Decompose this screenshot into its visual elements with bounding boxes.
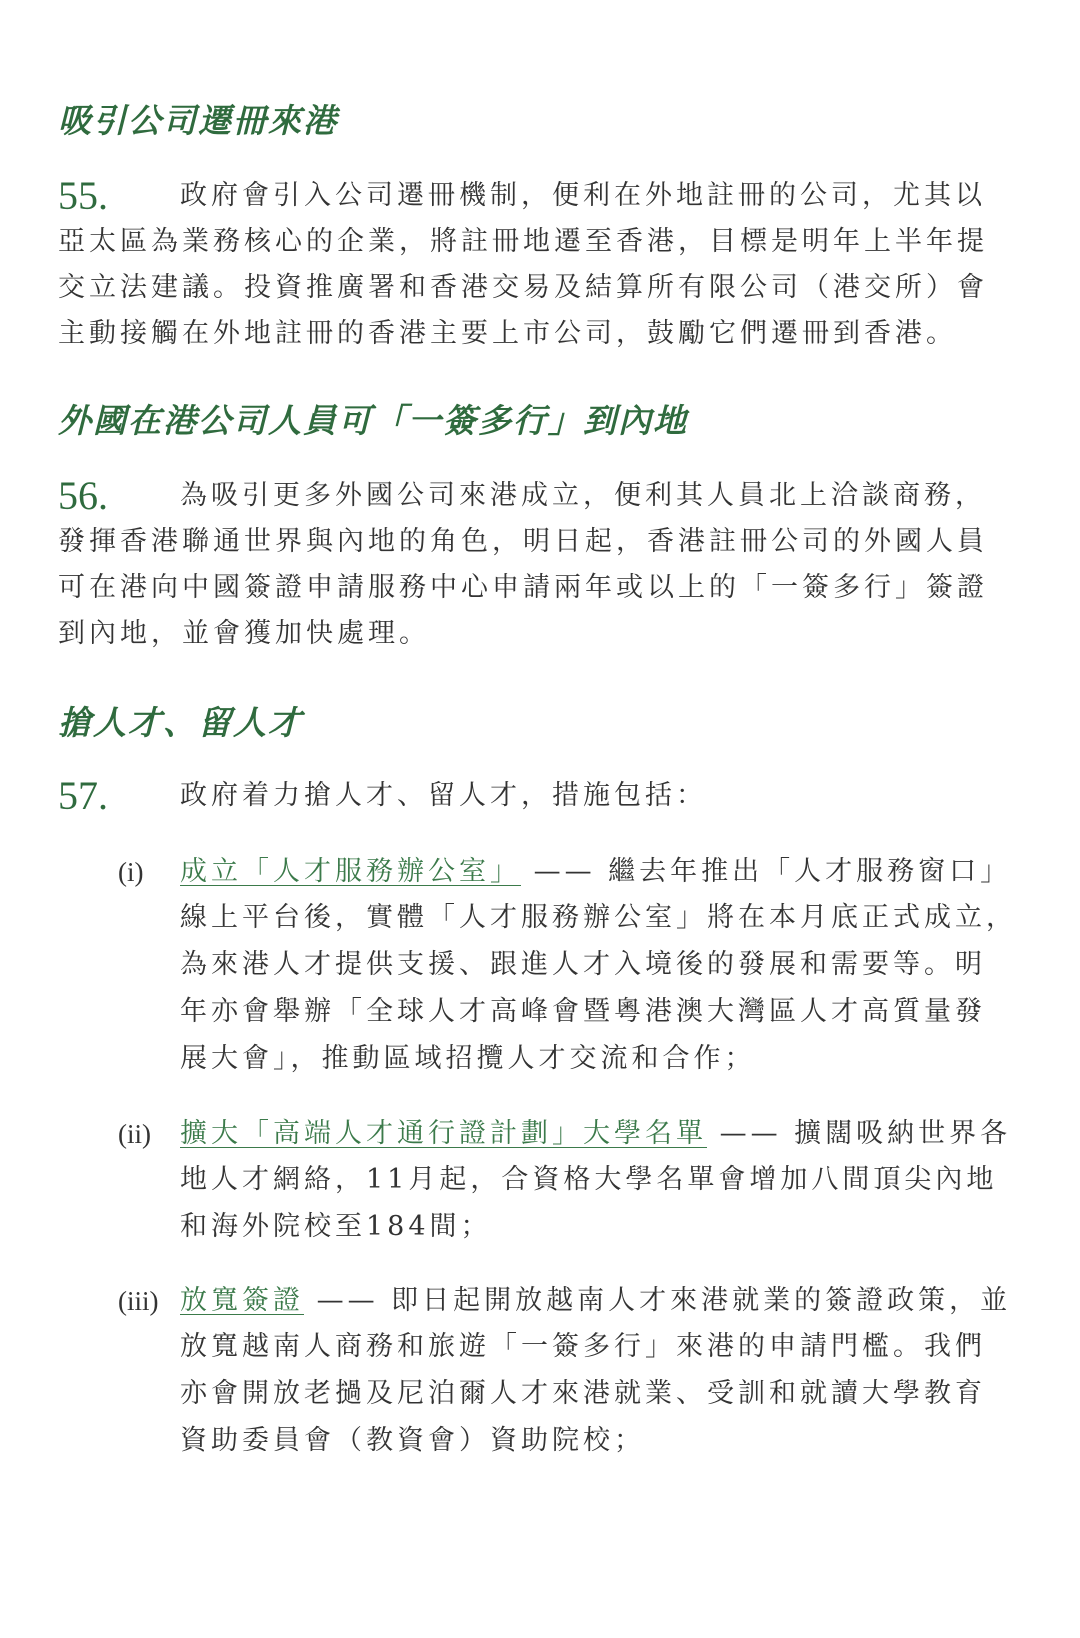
section-heading-relocation: 吸引公司遷冊來港 [58, 101, 338, 140]
list-item-line: 年亦會舉辦「全球人才高峰會暨粵港澳大灣區人才高質量發 [180, 996, 986, 1027]
list-item-title-link[interactable]: 成立「人才服務辦公室」 [180, 856, 521, 887]
list-item-text: —— 繼去年推出「人才服務窗口」 [521, 856, 1012, 887]
list-item-line: 為來港人才提供支援、跟進人才入境後的發展和需要等。明 [180, 949, 986, 980]
list-item-first-line [180, 854, 1011, 890]
paragraph-line: 為吸引更多外國公司來港成立，便利其人員北上洽談商務， [180, 480, 986, 511]
paragraph-number: 57. [58, 773, 108, 818]
list-item-line: 和海外院校至184間； [180, 1211, 492, 1242]
list-item-line: 線上平台後，實體「人才服務辦公室」將在本月底正式成立， [180, 902, 1017, 933]
paragraph-line: 政府會引入公司遷冊機制，便利在外地註冊的公司，尤其以 [180, 180, 986, 211]
list-item-number: (i) [118, 857, 144, 887]
list-item-first-line [180, 1283, 1011, 1319]
paragraph-line: 政府着力搶人才、留人才，措施包括： [180, 780, 707, 811]
list-item-title-link[interactable]: 擴大「高端人才通行證計劃」大學名單 [180, 1118, 707, 1149]
list-item-line: 展大會」，推動區域招攬人才交流和合作； [180, 1043, 756, 1074]
list-item-number: (iii) [118, 1286, 159, 1316]
list-item-text: —— 擴闊吸納世界各 [707, 1118, 1012, 1149]
paragraph-line: 主動接觸在外地註冊的香港主要上市公司，鼓勵它們遷冊到香港。 [58, 318, 957, 349]
list-item-title-link[interactable]: 放寬簽證 [180, 1285, 304, 1316]
paragraph-number: 56. [58, 473, 108, 518]
list-item-line: 資助委員會（教資會）資助院校； [180, 1425, 645, 1456]
list-item-line: 亦會開放老撾及尼泊爾人才來港就業、受訓和就讀大學教育 [180, 1378, 986, 1409]
paragraph-line: 亞太區為業務核心的企業，將註冊地遷至香港，目標是明年上半年提 [58, 226, 988, 257]
section-heading-talent: 搶人才、留人才 [58, 703, 303, 742]
paragraph-line: 可在港向中國簽證申請服務中心申請兩年或以上的「一簽多行」簽證 [58, 572, 988, 603]
list-item-line: 地人才網絡，11月起，合資格大學名單會增加八間頂尖內地 [180, 1164, 998, 1195]
section-heading-multiple-entry: 外國在港公司人員可「一簽多行」到內地 [58, 401, 688, 440]
paragraph-line: 交立法建議。投資推廣署和香港交易及結算所有限公司（港交所）會 [58, 272, 988, 303]
list-item-text: —— 即日起開放越南人才來港就業的簽證政策，並 [304, 1285, 1012, 1316]
paragraph-line: 到內地，並會獲加快處理。 [58, 618, 430, 649]
list-item-line: 放寬越南人商務和旅遊「一簽多行」來港的申請門檻。我們 [180, 1331, 986, 1362]
list-item-first-line [180, 1116, 1011, 1152]
paragraph-line: 發揮香港聯通世界與內地的角色，明日起，香港註冊公司的外國人員 [58, 526, 988, 557]
list-item-number: (ii) [118, 1119, 151, 1149]
paragraph-number: 55. [58, 173, 108, 218]
